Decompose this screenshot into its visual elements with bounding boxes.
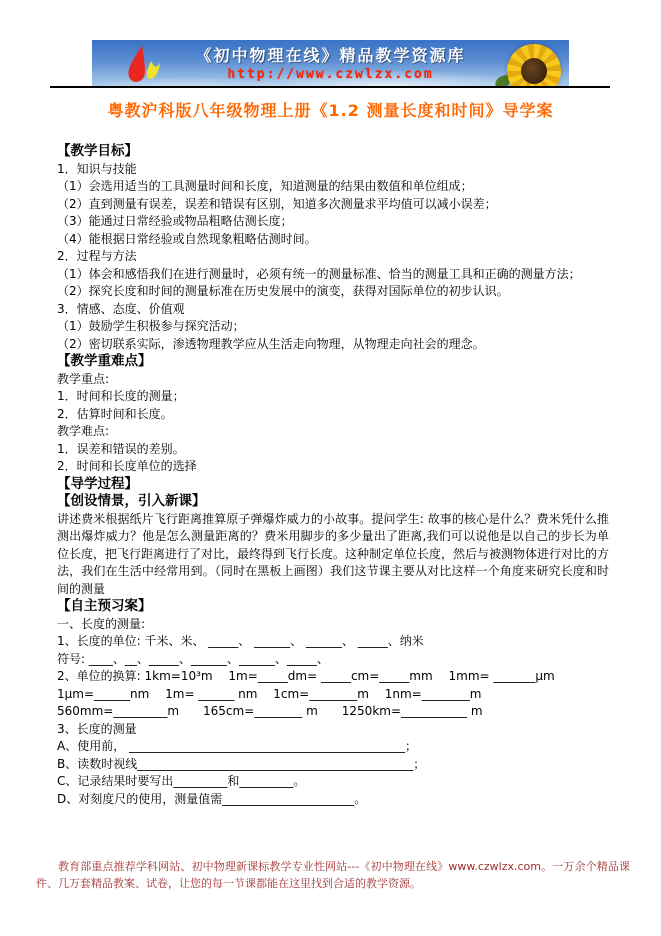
text-line: 2．时间和长度单位的选择 (57, 459, 197, 473)
text-line: 560mm=_________m 165cm=________ m 1250km=___________ m (57, 704, 483, 718)
text-line: B、读数时视线______________________________________________； (57, 756, 426, 771)
text-line: D、对刻度尺的使用，测量值需______________________。 (57, 791, 367, 806)
section-heading: 【教学目标】 (57, 143, 138, 159)
section-heading: 【自主预习案】 (57, 598, 152, 614)
header-divider (50, 86, 610, 88)
text-line: （3）能通过日常经验或物品粗略估测长度； (57, 214, 293, 228)
title-suffix: 》导学案 (485, 101, 554, 120)
footer-note (36, 858, 630, 892)
section-heading: 【导学过程】 (57, 475, 138, 492)
text-line: （1）会选用适当的工具测量时间和长度，知道测量的结果由数值和单位组成； (57, 179, 473, 193)
text-line: 3、长度的测量 (57, 721, 137, 736)
text-line: C、记录结果时要写出_________和_________。 (57, 774, 306, 788)
text-line: 1．误差和错误的差别。 (57, 441, 185, 456)
text-line: 一、长度的测量: (57, 616, 146, 631)
text-line: （2）直到测量有误差，误差和错误有区别，知道多次测量求平均值可以减小误差； (57, 196, 497, 211)
site-title: 《初中物理在线》精品教学资源库 (195, 46, 466, 65)
text-line: 教学重点: (57, 371, 110, 386)
text-line: 1．时间和长度的测量； (57, 389, 185, 403)
text-line: 1、长度的单位: 千米、米、 _____、 ______、 ______、 _____、纳米 (57, 634, 424, 648)
document-title (0, 98, 661, 121)
banner-texts (92, 43, 569, 82)
site-url-link[interactable]: http://www.czwlzx.com (227, 67, 434, 82)
text-line: 符号: ____、__、_____、______、______、_____、 (57, 651, 329, 666)
text-line: 1μm=______nm 1m= ______ nm 1cm=________m 1nm=________m (57, 686, 482, 701)
text-line: 2、单位的换算: 1km=10³m 1m=_____dm= _____cm=_____mm 1mm= _______μm (57, 669, 555, 683)
text-line: （1）体会和感悟我们在进行测量时，必须有统一的测量标准、恰当的测量工具和正确的测量方法； (57, 266, 581, 281)
text-line: 讲述费米根据纸片飞行距离推算原子弹爆炸威力的小故事。提问学生: 故事的核心是什么？费米凭什么推测出爆炸威力？他是怎么测量距离的？费米用脚步的多少量出了距离,我们可以说他是以自己的步长为单位长度，把飞行距离进行了对比，最终得到飞行长度。这种制定单位长度，然后与被测物体进行对比的方法，我们在生活中经常用到。（同时在黑板上画图）我们这节课主要从对比这样一个角度来研究长度和时间的测量 (57, 511, 610, 596)
text-line: 2．估算时间和长度。 (57, 406, 173, 421)
text-line: （1）鼓励学生积极参与探究活动； (57, 319, 245, 333)
text-line: A、使用前， ______________________________________________； (57, 739, 418, 753)
section-heading: 【创设情景，引入新课】 (57, 493, 206, 509)
text-line: 3．情感、态度、价值观 (57, 301, 185, 316)
site-banner (92, 40, 569, 86)
text-line: 教学难点: (57, 424, 110, 438)
text-line: （2）密切联系实际，渗透物理教学应从生活走向物理，从物理走向社会的理念。 (57, 336, 485, 351)
title-prefix: 粤教沪科版八年级物理上册《 (107, 101, 329, 120)
section-heading: 【教学重难点】 (57, 353, 152, 369)
document-body (57, 143, 609, 808)
text-line: 1．知识与技能 (57, 161, 137, 176)
text-line: （4）能根据日常经验或自然现象粗略估测时间。 (57, 231, 317, 246)
footer-text: 教育部重点推荐学科网站、初中物理新课标教学专业性网站---《初中物理在线》www.czwlzx.com。一万余个精品课件、几万套精品教案、试卷，让您的每一节课都能在这里找到合适的教学资源。 (36, 860, 630, 890)
title-emphasis: 1.2 测量长度和时间 (328, 101, 486, 120)
text-line: 2．过程与方法 (57, 249, 137, 263)
text-line: （2）探究长度和时间的测量标准在历史发展中的演变，获得对国际单位的初步认识。 (57, 284, 509, 298)
